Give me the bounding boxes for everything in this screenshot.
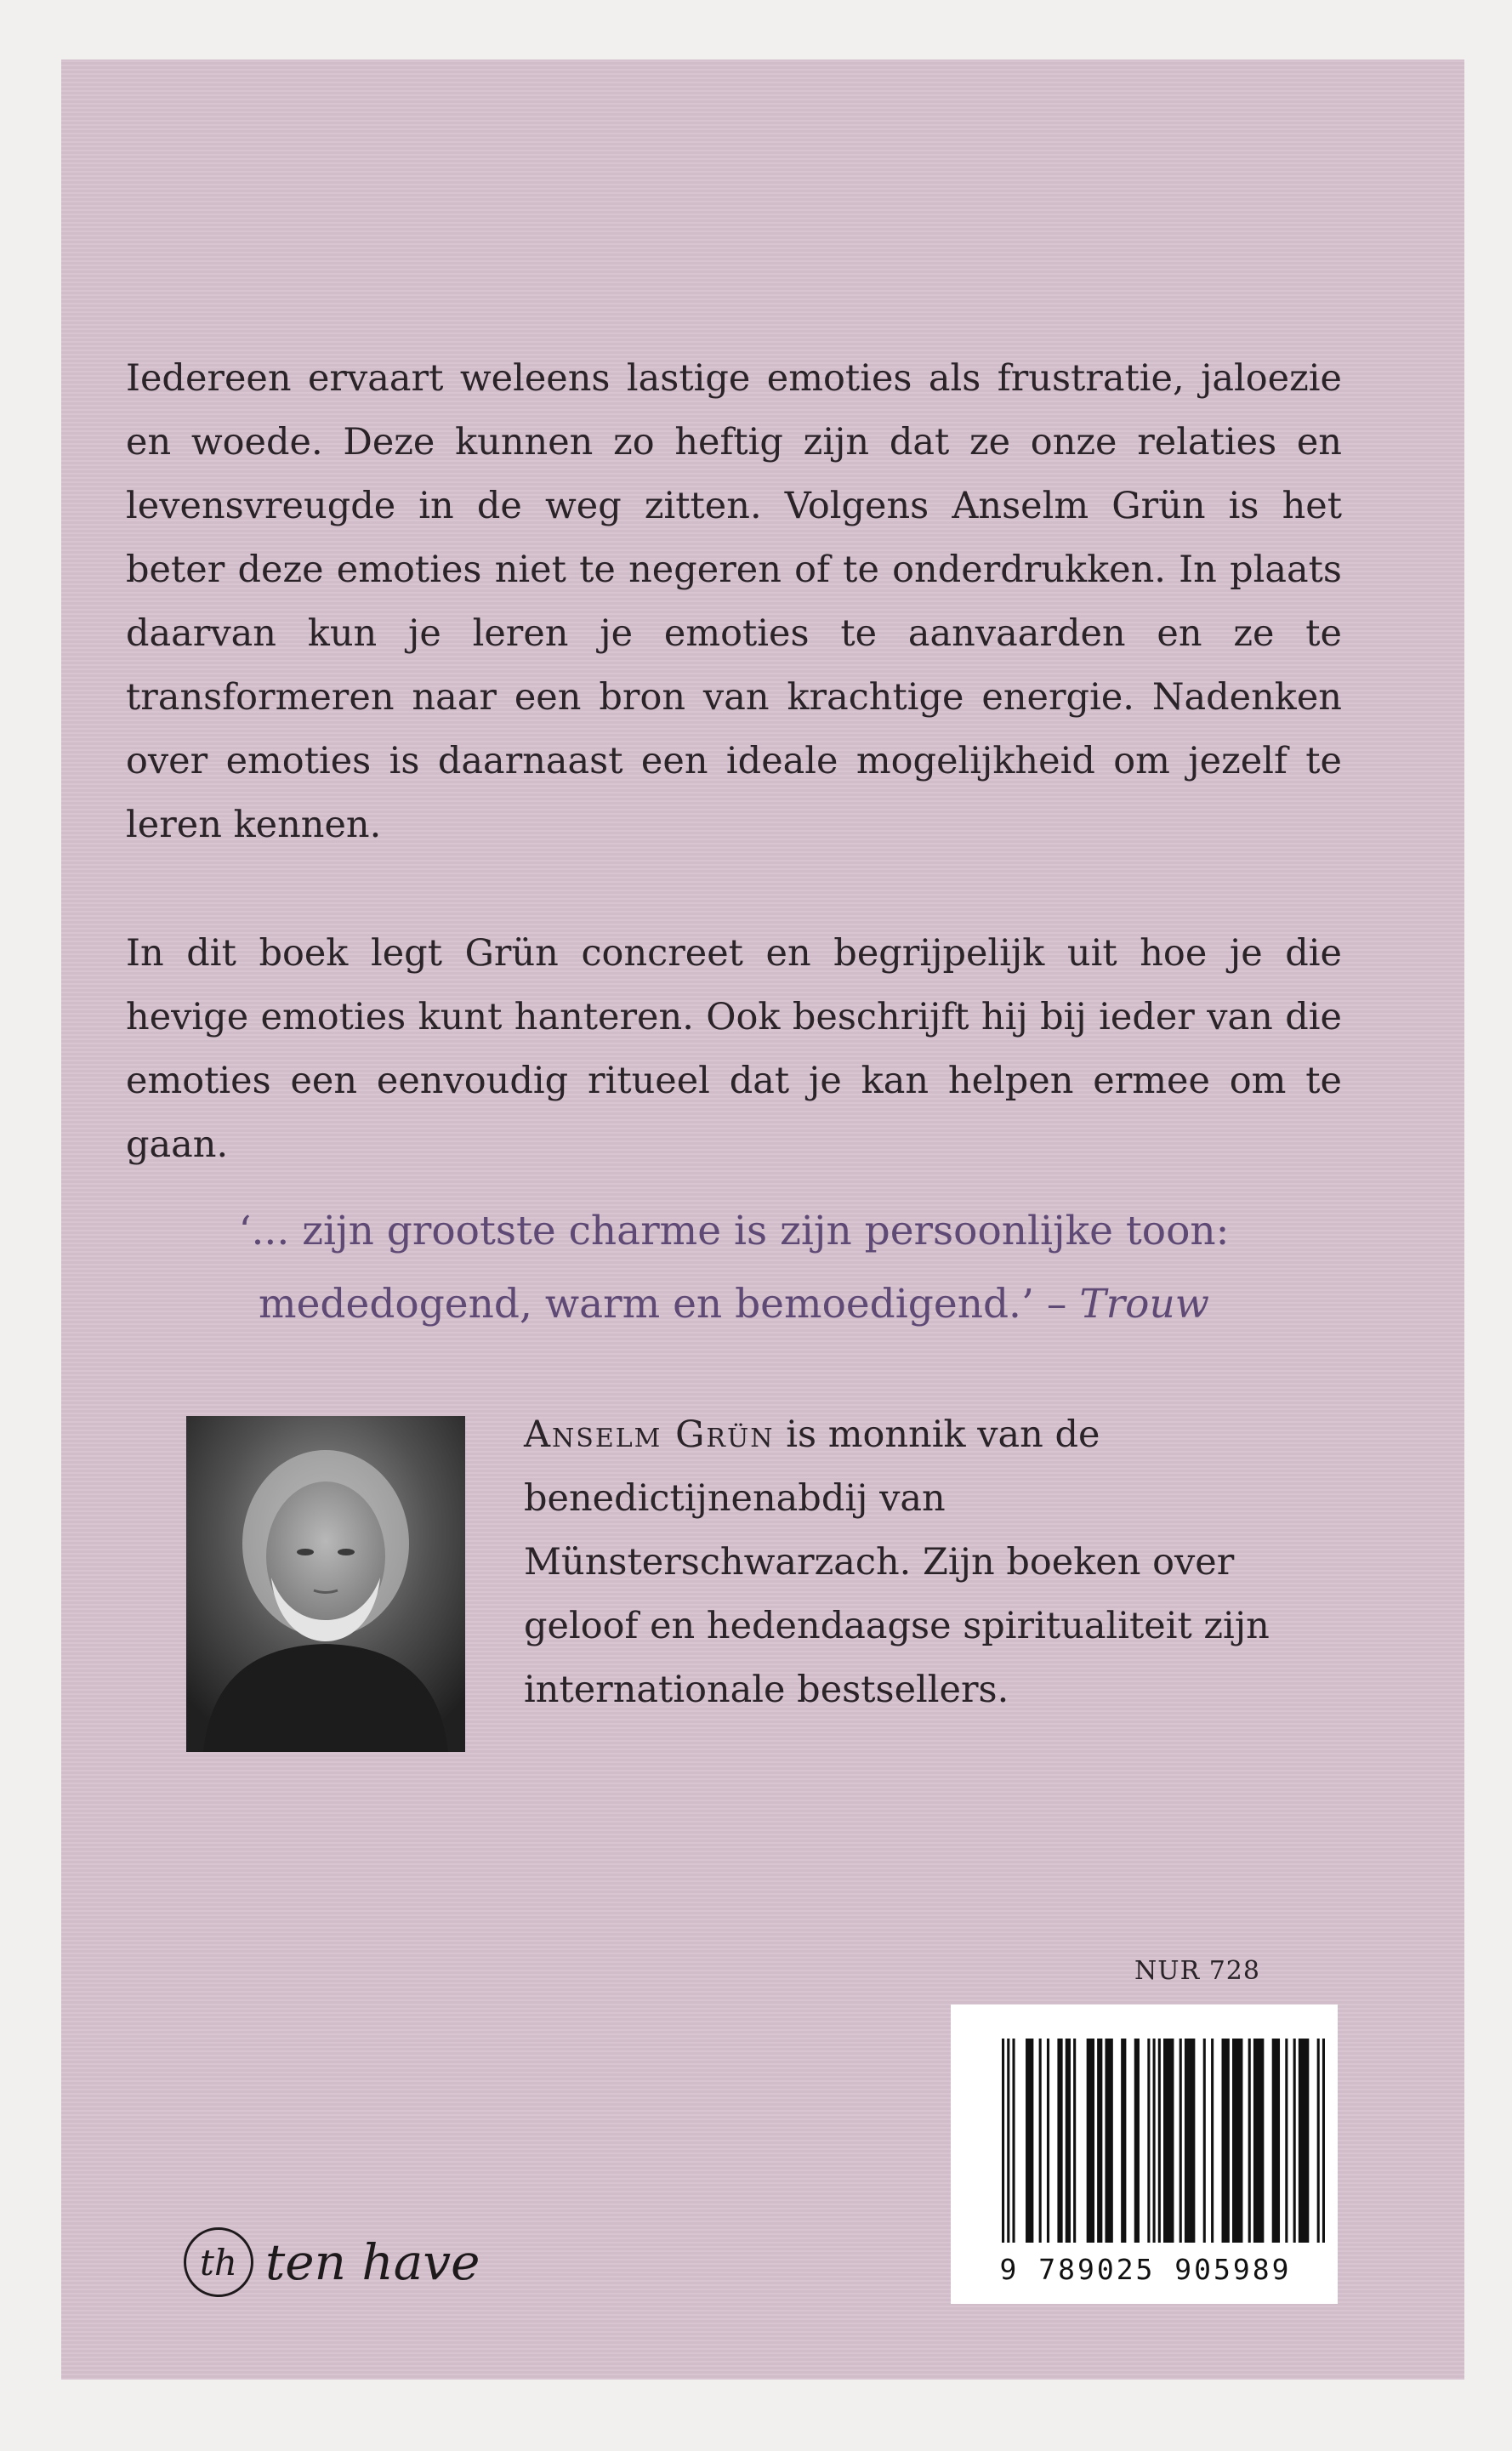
author-photo bbox=[186, 1416, 465, 1752]
barcode-bar bbox=[1007, 2039, 1009, 2243]
quote-dash: – bbox=[1033, 1281, 1080, 1328]
barcode-bar bbox=[1097, 2039, 1102, 2243]
barcode-bar bbox=[1147, 2039, 1150, 2243]
publisher-name: ten have bbox=[265, 2233, 480, 2291]
barcode-bar bbox=[1121, 2039, 1126, 2243]
barcode-bar bbox=[1163, 2039, 1174, 2243]
barcode-bar bbox=[1222, 2039, 1230, 2243]
barcode-bar bbox=[1185, 2039, 1195, 2243]
barcode-bar bbox=[1134, 2039, 1140, 2243]
blurb-paragraph-2: In dit boek legt Grün concreet en begrijpelijk uit hoe je die hevige emoties kunt hanteren. Ook beschrijft hij bij ieder van die emoties een eenvoudig ritueel dat je kan helpen ermee om te gaan. bbox=[126, 932, 1342, 1166]
barcode-bar bbox=[1203, 2039, 1206, 2243]
barcode-bar bbox=[1293, 2039, 1296, 2243]
barcode-number: 9 789025 905989 bbox=[999, 2253, 1292, 2286]
barcode-bar bbox=[1039, 2039, 1042, 2243]
author-name: Anselm Grün bbox=[524, 1413, 775, 1456]
publisher-logo bbox=[184, 2224, 480, 2300]
barcode-bar bbox=[1179, 2039, 1182, 2243]
barcode-bar bbox=[1153, 2039, 1156, 2243]
blurb-paragraph-1: Iedereen ervaart weleens lastige emoties als frustratie, jaloezie en woede. Deze kunnen zo heftig zijn dat ze onze relaties en levensvreugde in de weg zitten. Volgens Anselm Grün is het beter deze emoties niet te negeren of te onderdrukken. In plaats daarvan kun je leren je emoties te aanvaarden en ze te transformeren naar een bron van krachtige energie. Nadenken over emoties is daarnaast een ideale mogelijkheid om jezelf te leren kennen. bbox=[126, 357, 1342, 846]
barcode-bar bbox=[1317, 2039, 1320, 2243]
barcode-bar bbox=[1248, 2039, 1251, 2243]
barcode-bar bbox=[1232, 2039, 1242, 2243]
barcode-bar bbox=[1057, 2039, 1062, 2243]
barcode bbox=[951, 2005, 1338, 2304]
barcode-bar bbox=[1073, 2039, 1076, 2243]
barcode-bar bbox=[1066, 2039, 1071, 2243]
barcode-bar bbox=[1002, 2039, 1004, 2243]
barcode-bar bbox=[1211, 2039, 1214, 2243]
barcode-bar bbox=[1285, 2039, 1287, 2243]
author-bio bbox=[524, 1403, 1342, 1722]
barcode-bar bbox=[1158, 2039, 1161, 2243]
barcode-bar bbox=[1272, 2039, 1280, 2243]
barcode-bar bbox=[1026, 2039, 1033, 2243]
barcode-bar bbox=[1087, 2039, 1094, 2243]
author-portrait-image bbox=[186, 1416, 465, 1752]
barcode-bar bbox=[1253, 2039, 1264, 2243]
author-bio-text: is monnik van de benedictijnenabdij van Münsterschwarzach. Zijn boeken over geloof en hedendaagse spiritualiteit zijn internationale bestsellers. bbox=[524, 1413, 1270, 1711]
barcode-bar bbox=[1299, 2039, 1309, 2243]
barcode-bar bbox=[1322, 2039, 1325, 2243]
barcode-bar bbox=[1105, 2039, 1112, 2243]
quote-text: ‘... zijn grootste charme is zijn persoonlijke toon: mededogend, warm en bemoedigend.’ bbox=[238, 1208, 1230, 1328]
publisher-mark-icon: th bbox=[184, 2227, 253, 2297]
review-quote bbox=[126, 1195, 1342, 1341]
nur-code: NUR 728 bbox=[1134, 1956, 1260, 1986]
barcode-bar bbox=[1047, 2039, 1049, 2243]
barcode-bar bbox=[1012, 2039, 1015, 2243]
quote-source: Trouw bbox=[1079, 1281, 1209, 1328]
